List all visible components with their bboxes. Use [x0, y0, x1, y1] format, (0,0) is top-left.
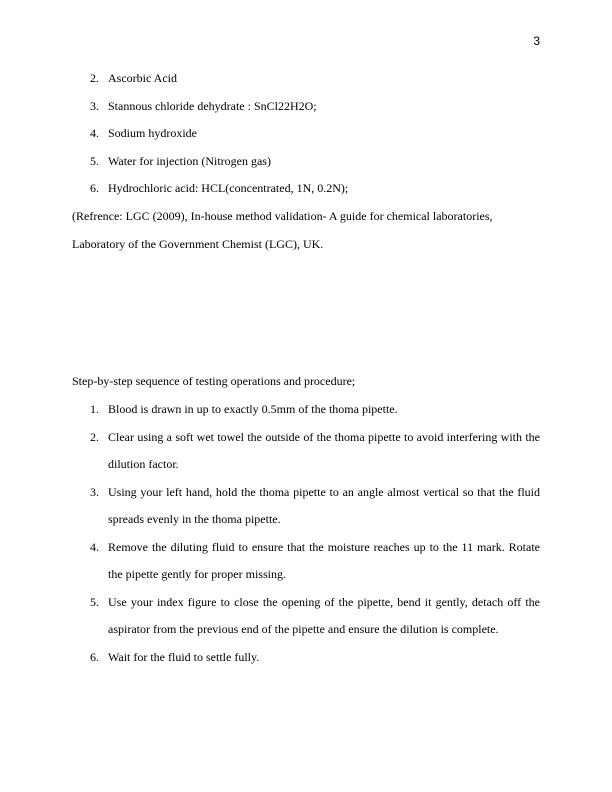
list-item-number: 3.: [90, 98, 99, 113]
list-item-text: Hydrochloric acid: HCL(concentrated, 1N, 0.2N);: [108, 181, 349, 195]
list-item: [72, 644, 540, 672]
list-item-text: Using your left hand, hold the thoma pipette to an angle almost vertical so that the fluid spreads evenly in the thoma pipette.: [108, 484, 540, 526]
materials-list: [72, 65, 540, 203]
list-item: [72, 65, 540, 93]
reference-line-1: (Refrence: LGC (2009), In-house method validation- A guide for chemical laboratories,: [72, 209, 493, 223]
list-item-number: 6.: [90, 181, 99, 195]
list-item-number: 4.: [90, 539, 99, 554]
list-item: [72, 479, 540, 534]
list-item-number: 2.: [90, 71, 99, 85]
procedure-list: [72, 396, 540, 671]
list-item-text: Stannous chloride dehydrate : SnCl22H2O;: [108, 98, 317, 113]
list-item: [72, 93, 540, 121]
list-item: [72, 120, 540, 148]
list-item-number: 2.: [90, 429, 99, 444]
list-item-number: 1.: [90, 402, 99, 416]
list-item-text: Wait for the fluid to settle fully.: [108, 649, 260, 664]
list-item: [72, 148, 540, 176]
list-item-number: 4.: [90, 126, 99, 140]
page-number: 3: [533, 34, 540, 48]
list-item-text: Blood is drawn in up to exactly 0.5mm of the thoma pipette.: [108, 402, 398, 416]
list-item: [72, 175, 540, 203]
list-item-text: Sodium hydroxide: [108, 126, 197, 140]
list-item-text: Water for injection (Nitrogen gas): [108, 153, 271, 168]
list-item-text: Remove the diluting fluid to ensure that the moisture reaches up to the 11 mark. Rotate the pipette gently for proper missing.: [108, 539, 540, 581]
list-item-number: 5.: [90, 153, 99, 168]
reference-paragraph: [72, 203, 540, 258]
list-item-number: 5.: [90, 594, 99, 609]
list-item-number: 6.: [90, 649, 99, 664]
list-item: [72, 534, 540, 589]
reference-line-2: Laboratory of the Government Chemist (LGC), UK.: [72, 236, 324, 251]
list-item: [72, 589, 540, 644]
list-item: [72, 424, 540, 479]
list-item-number: 3.: [90, 484, 99, 499]
list-item-text: Ascorbic Acid: [108, 71, 177, 85]
list-item: [72, 396, 540, 424]
list-item-text: Clear using a soft wet towel the outside of the thoma pipette to avoid interfering with the dilution factor.: [108, 429, 540, 471]
list-item-text: Use your index figure to close the opening of the pipette, bend it gently, detach off the aspirator from the previous end of the pipette and ensure the dilution is complete.: [108, 594, 540, 636]
procedure-heading: Step-by-step sequence of testing operations and procedure;: [72, 374, 356, 388]
